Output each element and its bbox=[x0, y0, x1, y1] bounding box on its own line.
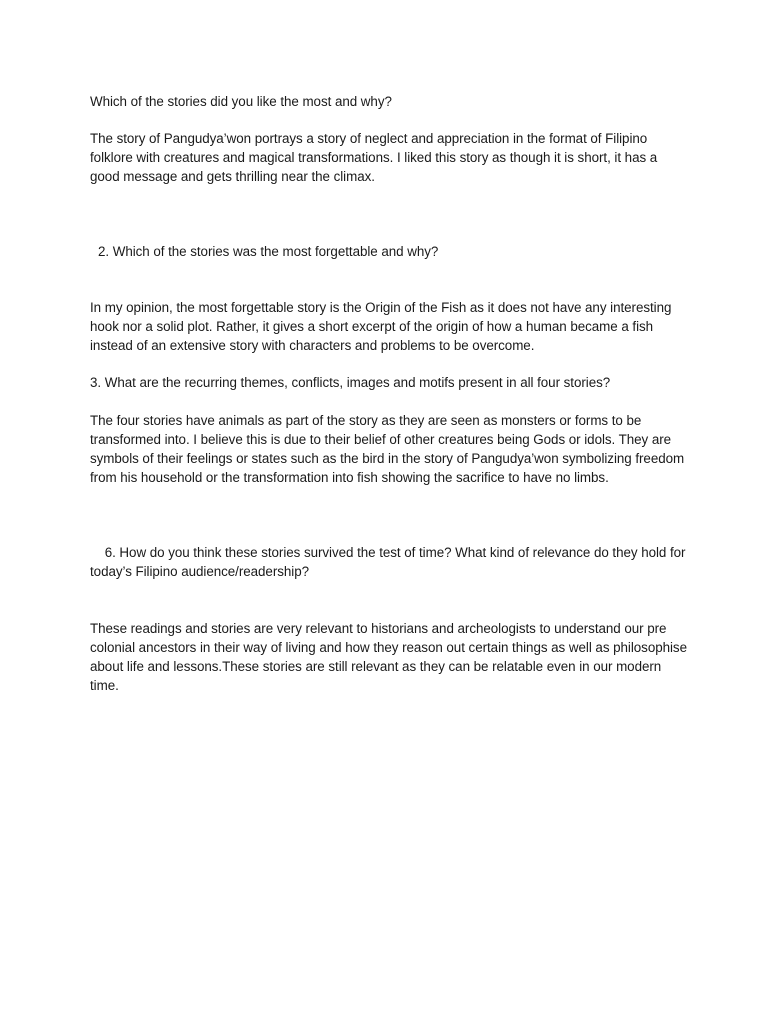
answer-1: The story of Pangudya’won portrays a story of neglect and appreciation in the format of Filipino folklore with creatures and magical transformations. I liked this story as though it is short, it has a good message and gets thrilling near the climax. bbox=[90, 131, 658, 184]
question-3: 3. What are the recurring themes, conflicts, images and motifs present in all four stories? bbox=[90, 375, 611, 390]
question-1: Which of the stories did you like the most and why? bbox=[90, 94, 392, 109]
answer-3: The four stories have animals as part of the story as they are seen as monsters or forms to be transformed into. I believe this is due to their belief of other creatures being Gods or idols. They are symbols of their feelings or states such as the bird in the story of Pangudya’won symbolizing freedom from his household or the transformation into fish showing the sacrifice to have no limbs. bbox=[90, 413, 685, 485]
answer-2: In my opinion, the most forgettable story is the Origin of the Fish as it does not have any interesting hook nor a solid plot. Rather, it gives a short excerpt of the origin of how a human became a fish instead of an extensive story with characters and problems to be overcome. bbox=[90, 300, 672, 353]
question-2: 2. Which of the stories was the most forgettable and why? bbox=[98, 244, 439, 259]
question-4: 6. How do you think these stories survived the test of time? What kind of relevance do they hold for today’s Filipino audience/readership? bbox=[90, 545, 690, 579]
answer-4: These readings and stories are very relevant to historians and archeologists to understand our pre colonial ancestors in their way of living and how they reason out certain things as well as philosophise about life and lessons.These stories are still relevant as they can be relatable even in our modern time. bbox=[90, 621, 687, 693]
